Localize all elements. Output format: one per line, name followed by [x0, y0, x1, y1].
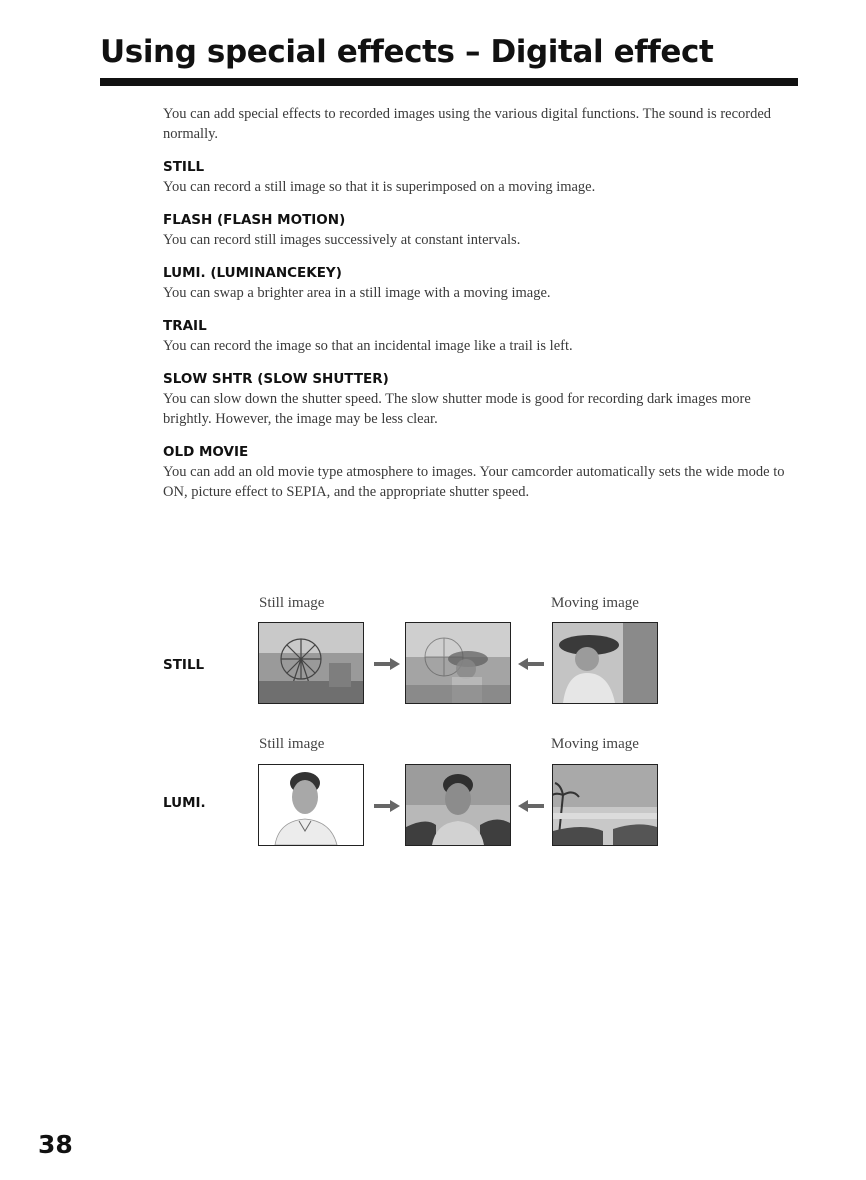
section-trail	[163, 316, 803, 356]
moving-beach-image	[552, 764, 658, 846]
section-old-movie	[163, 442, 803, 502]
section-heading: TRAIL	[163, 318, 207, 334]
lumi-combined-image	[405, 764, 511, 846]
section-body: You can record a still image so that it is superimposed on a moving image.	[163, 179, 596, 195]
still-ferris-wheel-image	[258, 622, 364, 704]
still-portrait-image	[258, 764, 364, 846]
row-label-lumi: LUMI.	[163, 795, 206, 811]
section-flash	[163, 210, 803, 250]
still-image-caption: Still image	[259, 736, 325, 752]
row-label-still: STILL	[163, 657, 205, 673]
section-heading: SLOW SHTR (SLOW SHUTTER)	[163, 371, 389, 387]
moving-image-caption: Moving image	[551, 595, 639, 611]
title-rule	[100, 78, 798, 86]
section-body: You can record the image so that an incidental image like a trail is left.	[163, 338, 573, 354]
still-combined-image	[405, 622, 511, 704]
arrow-right-icon	[374, 800, 400, 812]
section-heading: STILL	[163, 159, 205, 175]
arrow-right-icon	[374, 658, 400, 670]
body-text	[163, 104, 803, 502]
section-slow-shutter	[163, 369, 803, 429]
section-heading: LUMI. (LUMINANCEKEY)	[163, 265, 342, 281]
section-body: You can record still images successively at constant intervals.	[163, 232, 521, 248]
moving-image-caption: Moving image	[551, 736, 639, 752]
section-body: You can swap a brighter area in a still image with a moving image.	[163, 285, 551, 301]
page-number: 38	[38, 1130, 73, 1159]
section-lumi	[163, 263, 803, 303]
intro-paragraph: You can add special effects to recorded images using the various digital functions. The sound is recorded normally.	[163, 106, 772, 142]
section-heading: FLASH (FLASH MOTION)	[163, 212, 346, 228]
section-still	[163, 157, 803, 197]
section-body: You can slow down the shutter speed. The slow shutter mode is good for recording dark images more brightly. However, the image may be less clear.	[163, 391, 751, 427]
section-body: You can add an old movie type atmosphere to images. Your camcorder automatically sets the wide mode to ON, picture effect to SEPIA, and the appropriate shutter speed.	[163, 464, 785, 500]
arrow-left-icon	[518, 658, 544, 670]
section-heading: OLD MOVIE	[163, 444, 249, 460]
still-image-caption: Still image	[259, 595, 325, 611]
moving-woman-image	[552, 622, 658, 704]
arrow-left-icon	[518, 800, 544, 812]
page-title: Using special effects – Digital effect	[100, 34, 714, 70]
